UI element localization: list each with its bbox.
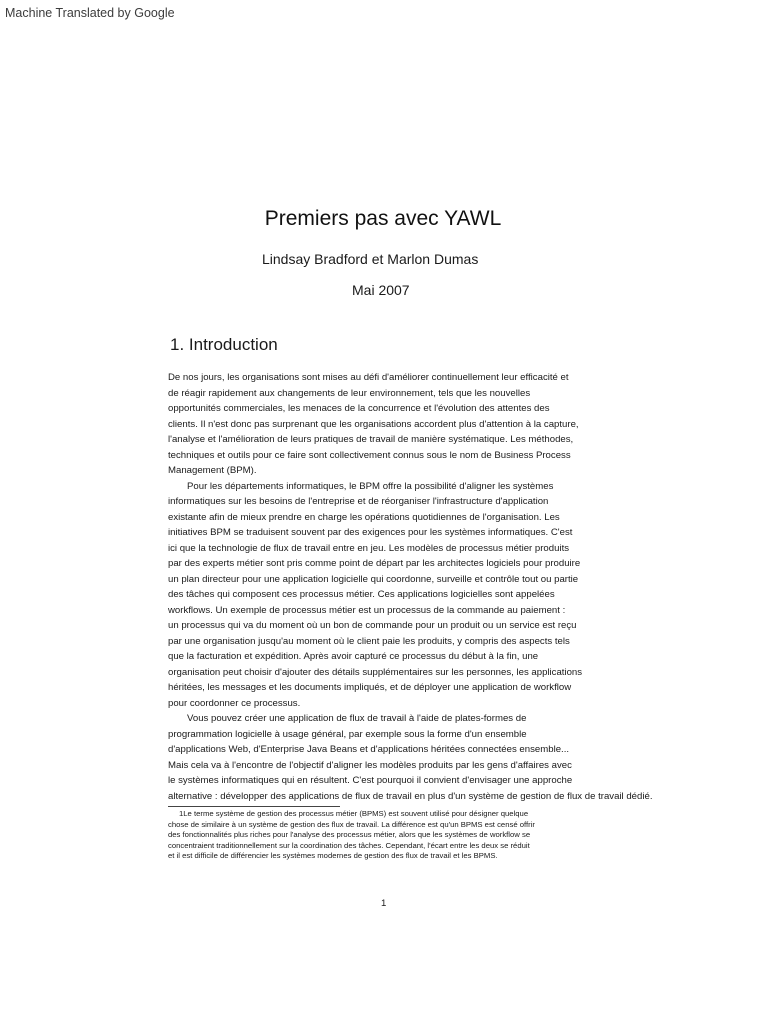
body-line: De nos jours, les organisations sont mises au défi d'améliorer continuellement leur efficacité et [168, 372, 569, 383]
body-line: clients. Il n'est donc pas surprenant que les organisations accordent plus d'attention à la capture, [168, 418, 579, 430]
footnote-line [168, 809, 608, 820]
body-line: ici que la technologie de flux de travail entre en jeu. Les modèles de processus métier produits [168, 542, 570, 554]
body-line: workflows. Un exemple de processus métier est un processus de la commande au paiement : [168, 604, 566, 616]
body-line: un plan directeur pour une application logicielle qui coordonne, surveille et contrôle tout ou partie [168, 573, 579, 585]
document-title: Premiers pas avec YAWL [264, 207, 502, 230]
body-line: par une organisation jusqu'au moment où le client paie les produits, y compris des aspects tels [168, 635, 570, 647]
body-line: Mais cela va à l'encontre de l'objectif d'aligner les modèles produits par les gens d'affaires avec [168, 759, 572, 771]
body-line: de réagir rapidement aux changements de leur environnement, tels que les nouvelles [168, 387, 531, 399]
footnote [168, 809, 608, 862]
body-line: informatiques sur les besoins de l'entreprise et de réorganiser l'infrastructure d'application [168, 496, 549, 507]
body-line: pour coordonner ce processus. [168, 697, 301, 709]
body-line: un processus qui va du moment où un bon de commande pour un produit ou un service est reçu [168, 620, 577, 631]
body-line: par des experts métier sont pris comme point de départ par les architectes logiciels pour produire [168, 558, 581, 569]
body-line: organisation peut choisir d'ajouter des détails supplémentaires sur les personnes, les applications [168, 666, 583, 678]
footnote-line: chose de similaire à un système de gestion des flux de travail. La différence est qu'un BPMS est censé offrir [168, 819, 535, 829]
body-line: opportunités commerciales, les menaces de la concurrence et l'évolution des attentes des [168, 403, 550, 414]
body-line: existante afin de mieux prendre en charge les opérations quotidiennes de l'organisation. Les [168, 511, 560, 523]
footnote-line: et il est difficile de différencier les systèmes modernes de gestion des flux de travail et les BPMS. [168, 851, 498, 861]
machine-translation-banner: Machine Translated by Google [5, 6, 175, 20]
body-line: des tâches qui composent ces processus métier. Ces applications logicielles sont appelées [168, 589, 555, 600]
body-line: programmation logicielle à usage général, par exemple sous la forme d'un ensemble [168, 728, 527, 740]
footnote-marker: 1 [179, 809, 184, 818]
body-line: Management (BPM). [168, 465, 257, 476]
body-text [168, 370, 688, 804]
body-line: l'analyse et l'amélioration de leurs pratiques de travail de manière systématique. Les méthodes, [168, 434, 574, 445]
body-line: le systèmes informatiques qui en résultent. C'est pourquoi il convient d'envisager une approche [168, 775, 573, 786]
body-line: d'applications Web, d'Enterprise Java Beans et d'applications héritées connectées ensemble... [168, 744, 570, 755]
footnote-line: des fonctionnalités plus riches pour l'analyse des processus métier, alors que les systèmes de workflow se [168, 830, 531, 840]
footnote-text: Le terme système de gestion des processus métier (BPMS) est souvent utilisé pour désigner quelque [183, 809, 529, 818]
document-date: Mai 2007 [352, 282, 410, 298]
body-line: que la facturation et expédition. Après avoir capturé ce processus du début à la fin, une [168, 651, 539, 662]
document-authors: Lindsay Bradford et Marlon Dumas [262, 251, 479, 267]
section-heading: 1. Introduction [170, 335, 278, 354]
body-line: initiatives BPM se traduisent souvent par des exigences pour les systèmes informatiques. C'est [168, 527, 573, 538]
body-line: alternative : développer des applications de flux de travail en plus d'un système de gestion de flux de travail dédié. [168, 790, 653, 802]
footnote-line: concentraient traditionnellement sur la coordination des tâches. Cependant, l'écart entre les deux se réduit [168, 840, 530, 850]
body-line: héritées, les messages et les documents impliqués, et de déployer une application de workflow [168, 682, 572, 693]
page-number: 1 [381, 898, 387, 909]
body-line: techniques et outils pour ce faire sont collectivement connus sous le nom de Business Process [168, 449, 571, 461]
footnote-divider [168, 806, 340, 807]
body-line: Pour les départements informatiques, le BPM offre la possibilité d'aligner les systèmes [187, 480, 554, 492]
body-line: Vous pouvez créer une application de flux de travail à l'aide de plates-formes de [187, 713, 527, 724]
